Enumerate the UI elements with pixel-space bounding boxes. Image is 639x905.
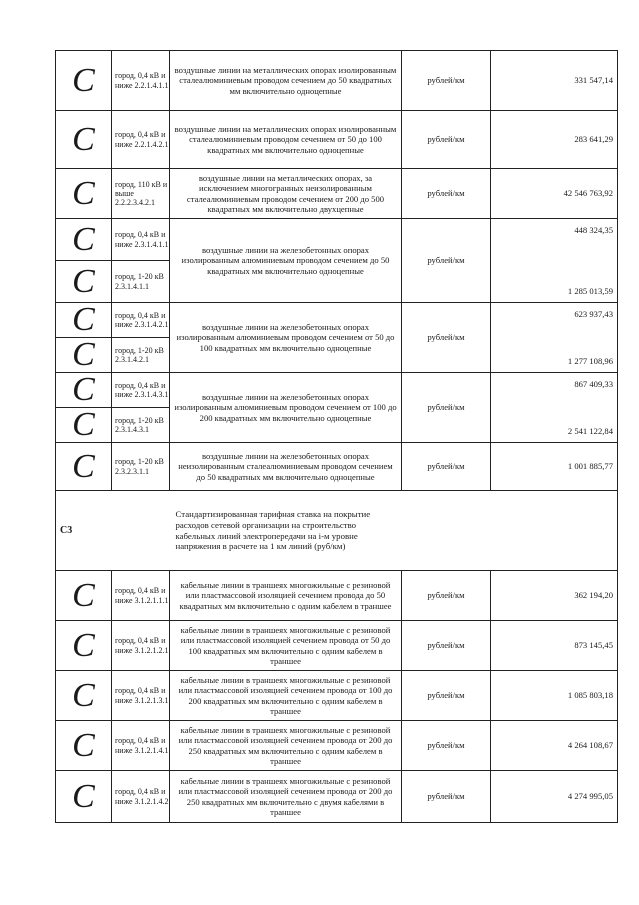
tariff-table xyxy=(55,50,618,823)
row-value: 867 409,33 xyxy=(491,373,618,408)
mark-c: C xyxy=(56,621,112,671)
row-code: город, 0,4 кВ и ниже 3.1.2.1.1.1 xyxy=(112,571,170,621)
section-title: Стандартизированная тарифная ставка на покрытие расходов сетевой организации на строительство кабельных линий электропередачи на i-м уровне напряжения в расчете на 1 км линий (руб/км) xyxy=(170,491,402,571)
mark-c: C xyxy=(56,771,112,823)
table-row xyxy=(56,111,618,169)
row-code: город, 0,4 кВ и ниже 2.3.1.4.2.1 xyxy=(112,303,170,338)
row-value: 4 274 995,05 xyxy=(491,771,618,823)
row-value: 4 264 108,67 xyxy=(491,721,618,771)
row-unit: рублей/км xyxy=(402,303,491,373)
row-code: город, 0,4 кВ и ниже 2.3.1.4.3.1 xyxy=(112,373,170,408)
row-code: город, 0,4 кВ и ниже 2.2.1.4.2.1 xyxy=(112,111,170,169)
row-description: воздушные линии на железобетонных опорах неизолированным сталеалюминиевым проводом сечением до 50 квадратных мм включительно одноцепные xyxy=(170,443,402,491)
row-description: кабельные линии в траншеях многожильные с резиновой или пластмассовой изоляцией сечением провода от 200 до 250 квадратных мм включительно с одним кабелем в траншее xyxy=(170,721,402,771)
mark-c: C xyxy=(56,169,112,219)
row-description: воздушные линии на металлических опорах изолированным сталеалюминиевым проводом сечением до 50 квадратных мм включительно одноцепные xyxy=(170,51,402,111)
mark-c: C xyxy=(56,671,112,721)
mark-c: C xyxy=(56,303,112,338)
section-code: С3 xyxy=(56,491,112,571)
mark-c: C xyxy=(56,443,112,491)
row-value: 1 001 885,77 xyxy=(491,443,618,491)
row-value: 2 541 122,84 xyxy=(491,408,618,443)
row-code: город, 1-20 кВ 2.3.1.4.1.1 xyxy=(112,261,170,303)
row-value: 623 937,43 xyxy=(491,303,618,338)
mark-c: C xyxy=(56,261,112,303)
row-unit: рублей/км xyxy=(402,111,491,169)
table-row xyxy=(56,443,618,491)
row-description: кабельные линии в траншеях многожильные с резиновой или пластмассовой изоляцией сечением провода от 200 до 250 квадратных мм включительно с двумя кабелями в траншее xyxy=(170,771,402,823)
row-value: 283 641,29 xyxy=(491,111,618,169)
row-unit: рублей/км xyxy=(402,219,491,303)
row-description: воздушные линии на железобетонных опорах изолированным алюминиевым проводом сечением от 50 до 100 квадратных мм включительно одноцепные xyxy=(170,303,402,373)
row-value: 873 145,45 xyxy=(491,621,618,671)
table-row xyxy=(56,169,618,219)
mark-c: C xyxy=(56,571,112,621)
mark-c: C xyxy=(56,338,112,373)
row-value: 42 546 763,92 xyxy=(491,169,618,219)
row-unit: рублей/км xyxy=(402,671,491,721)
row-description: кабельные линии в траншеях многожильные с резиновой или пластмассовой изоляцией сечением провода от 100 до 200 квадратных мм включительно с одним кабелем в траншее xyxy=(170,671,402,721)
mark-c: C xyxy=(56,408,112,443)
row-value: 448 324,35 xyxy=(491,219,618,261)
row-description: кабельные линии в траншеях многожильные с резиновой или пластмассовой изоляцией сечением провода до 50 квадратных мм включительно с одним кабелем в траншее xyxy=(170,571,402,621)
row-value: 362 194,20 xyxy=(491,571,618,621)
row-unit: рублей/км xyxy=(402,571,491,621)
row-value: 331 547,14 xyxy=(491,51,618,111)
mark-c: C xyxy=(56,51,112,111)
row-code: город, 1-20 кВ 2.3.1.4.2.1 xyxy=(112,338,170,373)
mark-c: C xyxy=(56,373,112,408)
row-code: город, 110 кВ и выше 2.2.2.3.4.2.1 xyxy=(112,169,170,219)
table-row xyxy=(56,721,618,771)
table-row xyxy=(56,621,618,671)
row-value: 1 277 108,96 xyxy=(491,338,618,373)
row-code: город, 0,4 кВ и ниже 3.1.2.1.4.2 xyxy=(112,771,170,823)
table-row xyxy=(56,571,618,621)
row-code: город, 1-20 кВ 2.3.1.4.3.1 xyxy=(112,408,170,443)
table-row xyxy=(56,771,618,823)
section-row xyxy=(56,491,618,571)
table-row xyxy=(56,303,618,338)
row-unit: рублей/км xyxy=(402,443,491,491)
row-code: город, 0,4 кВ и ниже 3.1.2.1.2.1 xyxy=(112,621,170,671)
table-row xyxy=(56,219,618,261)
row-unit: рублей/км xyxy=(402,169,491,219)
row-description: воздушные линии на железобетонных опорах изолированным алюминиевым проводом сечением до 50 квадратных мм включительно одноцепные xyxy=(170,219,402,303)
mark-c: C xyxy=(56,219,112,261)
mark-c: C xyxy=(56,111,112,169)
row-code: город, 0,4 кВ и ниже 2.3.1.4.1.1 xyxy=(112,219,170,261)
row-description: воздушные линии на металлических опорах изолированным сталеалюминиевым проводом сечением от 50 до 100 квадратных мм включительно одноцепные xyxy=(170,111,402,169)
row-code: город, 0,4 кВ и ниже 2.2.1.4.1.1 xyxy=(112,51,170,111)
row-unit: рублей/км xyxy=(402,771,491,823)
row-unit: рублей/км xyxy=(402,721,491,771)
row-code: город, 0,4 кВ и ниже 3.1.2.1.4.1 xyxy=(112,721,170,771)
row-value: 1 285 013,59 xyxy=(491,261,618,303)
table-row xyxy=(56,51,618,111)
table-row xyxy=(56,373,618,408)
row-description: кабельные линии в траншеях многожильные с резиновой или пластмассовой изоляцией сечением провода от 50 до 100 квадратных мм включительно с одним кабелем в траншее xyxy=(170,621,402,671)
row-code: город, 0,4 кВ и ниже 3.1.2.1.3.1 xyxy=(112,671,170,721)
row-unit: рублей/км xyxy=(402,51,491,111)
row-unit: рублей/км xyxy=(402,621,491,671)
row-code: город, 1-20 кВ 2.3.2.3.1.1 xyxy=(112,443,170,491)
row-unit: рублей/км xyxy=(402,373,491,443)
row-description: воздушные линии на железобетонных опорах изолированным алюминиевым проводом сечением от 100 до 200 квадратных мм включительно одноцепные xyxy=(170,373,402,443)
table-row xyxy=(56,671,618,721)
mark-c: C xyxy=(56,721,112,771)
row-value: 1 085 803,18 xyxy=(491,671,618,721)
row-description: воздушные линии на металлических опорах, за исключением многогранных неизолированным сталеалюминиевым проводом сечением от 200 до 500 квадратных мм включительно двухцепные xyxy=(170,169,402,219)
